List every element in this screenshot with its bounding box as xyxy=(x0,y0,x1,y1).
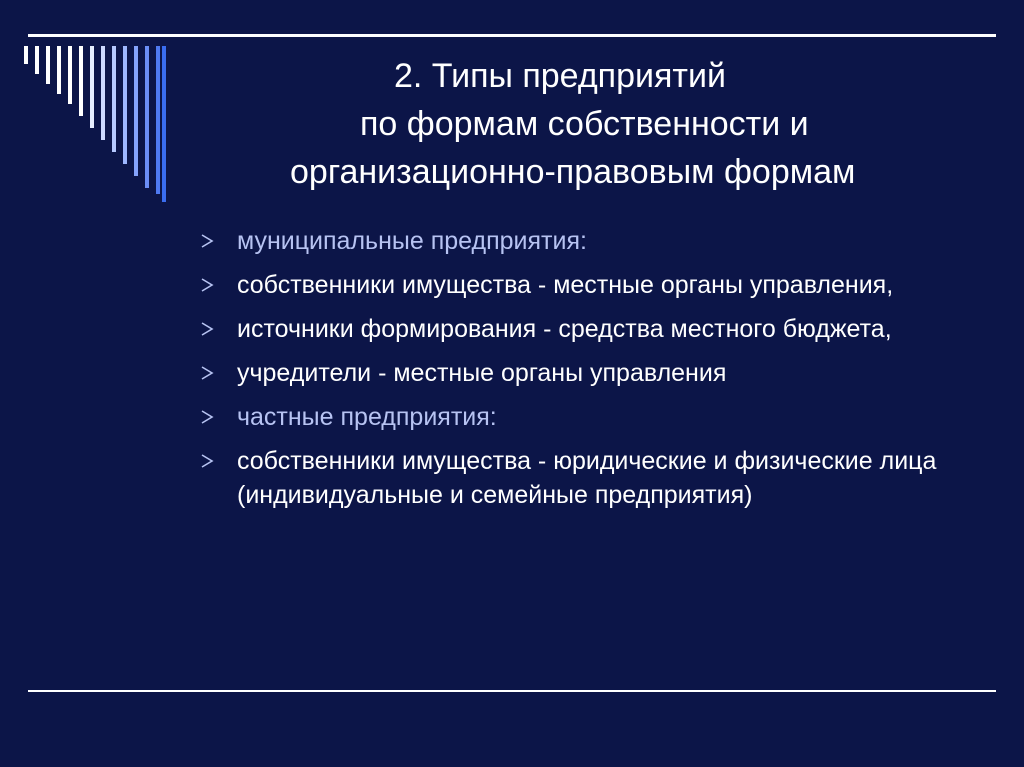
chevron-arrow-icon xyxy=(200,322,214,336)
chevron-arrow-icon xyxy=(200,410,214,424)
chevron-arrow-icon xyxy=(200,278,214,292)
bullet-text: муниципальные предприятия: xyxy=(237,227,587,255)
bullet-text: частные предприятия: xyxy=(237,403,497,431)
chevron-arrow-icon xyxy=(200,234,214,248)
title-line-3: организационно-правовым формам xyxy=(290,153,856,191)
vertical-bars xyxy=(24,46,166,202)
bullet-municipal-founders xyxy=(196,356,976,390)
title-line-2: по формам собственности и xyxy=(360,105,809,143)
bullet-text: источники формирования - средства местного бюджета, xyxy=(237,315,892,343)
bottom-rule xyxy=(28,690,996,692)
slide-title xyxy=(280,52,1000,196)
chevron-arrow-icon xyxy=(200,366,214,380)
bullet-private-heading xyxy=(196,400,976,434)
bullet-text: учредители - местные органы управления xyxy=(237,359,727,387)
bullet-list xyxy=(196,224,976,522)
bullet-municipal-sources xyxy=(196,312,976,346)
chevron-arrow-icon xyxy=(200,454,214,468)
bullet-municipal-owners xyxy=(196,268,976,302)
bullet-municipal-heading xyxy=(196,224,976,258)
bullet-text: собственники имущества - юридические и физические лица (индивидуальные и семейные предприятия) xyxy=(237,447,937,509)
bullet-text: собственники имущества - местные органы управления, xyxy=(237,271,894,299)
title-line-1: 2. Типы предприятий xyxy=(394,57,726,95)
bullet-private-owners xyxy=(196,444,976,512)
top-rule xyxy=(28,34,996,37)
